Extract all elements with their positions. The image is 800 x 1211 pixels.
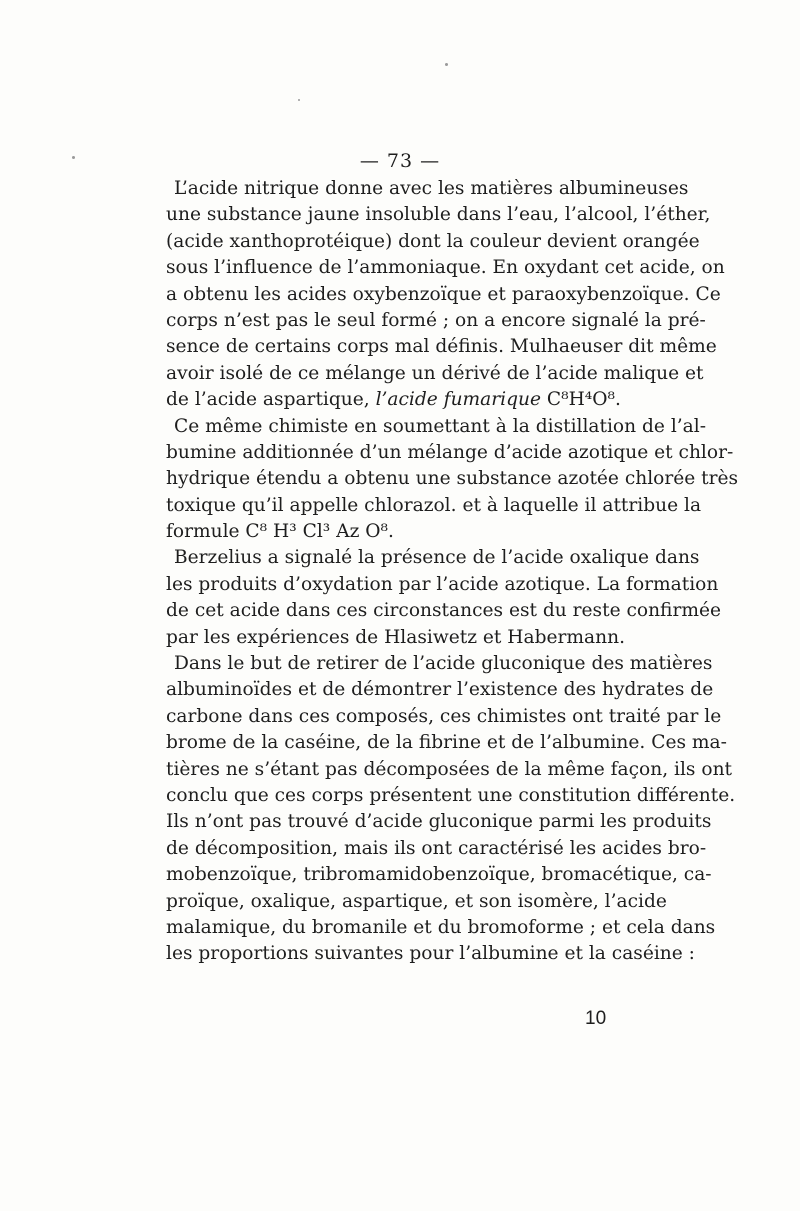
text-line bbox=[166, 387, 642, 413]
text-line: (acide xanthoprotéique) dont la couleur devient orangée bbox=[166, 230, 700, 252]
text-line: proïque, oxalique, aspartique, et son isomère, l’acide bbox=[166, 890, 667, 912]
text-line: les produits d’oxydation par l’acide azotique. La formation bbox=[166, 573, 719, 595]
text-line: Ils n’ont pas trouvé d’acide gluconique parmi les produits bbox=[166, 811, 712, 833]
text-line: de décomposition, mais ils ont caractérisé les acides bro- bbox=[166, 837, 707, 859]
body-text bbox=[166, 176, 739, 968]
text-line: Ce même chimiste en soumettant à la distillation de l’al- bbox=[174, 415, 707, 437]
text-line: carbone dans ces composés, ces chimistes ont traité par le bbox=[166, 705, 722, 727]
text-line: mobenzoïque, tribromamidobenzoïque, bromacétique, ca- bbox=[166, 864, 712, 886]
paper-speck bbox=[445, 63, 448, 66]
text-line: les proportions suivantes pour l’albumine et la caséine : bbox=[166, 943, 695, 965]
text-line: conclu que ces corps présentent une constitution différente. bbox=[166, 784, 736, 806]
text-line: une substance jaune insoluble dans l’eau, l’alcool, l’éther, bbox=[166, 204, 711, 226]
text-line: formule C⁸ H³ Cl³ Az O⁸. bbox=[166, 521, 394, 543]
signature-mark: 10 bbox=[585, 1008, 607, 1029]
text-line: par les expériences de Hlasiwetz et Habermann. bbox=[166, 626, 625, 648]
text-line: a obtenu les acides oxybenzoïque et paraoxybenzoïque. Ce bbox=[166, 283, 721, 305]
text-line: hydrique étendu a obtenu une substance azotée chlorée très bbox=[166, 468, 739, 490]
text-line: corps n’est pas le seul formé ; on a encore signalé la pré- bbox=[166, 309, 706, 331]
text-line: tières ne s’étant pas décomposées de la même façon, ils ont bbox=[166, 758, 733, 780]
text-line: Berzelius a signalé la présence de l’acide oxalique dans bbox=[174, 547, 700, 569]
text-line: Dans le but de retirer de l’acide gluconique des matières bbox=[174, 653, 713, 675]
text-segment: de l’acide aspartique, bbox=[166, 389, 376, 411]
text-line: sous l’influence de l’ammoniaque. En oxydant cet acide, on bbox=[166, 257, 725, 279]
text-line: de cet acide dans ces circonstances est du reste confirmée bbox=[166, 600, 721, 622]
chemical-formula: C⁸H⁴O⁸. bbox=[546, 389, 621, 411]
text-line: brome de la caséine, de la fibrine et de l’albumine. Ces ma- bbox=[166, 732, 727, 754]
page-number: — 73 — bbox=[359, 150, 441, 172]
italic-term: l’acide fumarique bbox=[375, 389, 541, 411]
text-line: albuminoïdes et de démontrer l’existence des hydrates de bbox=[166, 679, 714, 701]
text-line: L’acide nitrique donne avec les matières albumineuses bbox=[174, 178, 689, 199]
text-line: sence de certains corps mal définis. Mulhaeuser dit même bbox=[166, 336, 717, 358]
text-line: avoir isolé de ce mélange un dérivé de l’acide malique et bbox=[166, 362, 704, 384]
paper-speck bbox=[298, 99, 300, 101]
text-line: malamique, du bromanile et du bromoforme ; et cela dans bbox=[166, 916, 716, 938]
text-line: bumine additionnée d’un mélange d’acide azotique et chlor- bbox=[166, 441, 734, 463]
text-line: toxique qu’il appelle chlorazol. et à laquelle il attribue la bbox=[166, 494, 702, 516]
